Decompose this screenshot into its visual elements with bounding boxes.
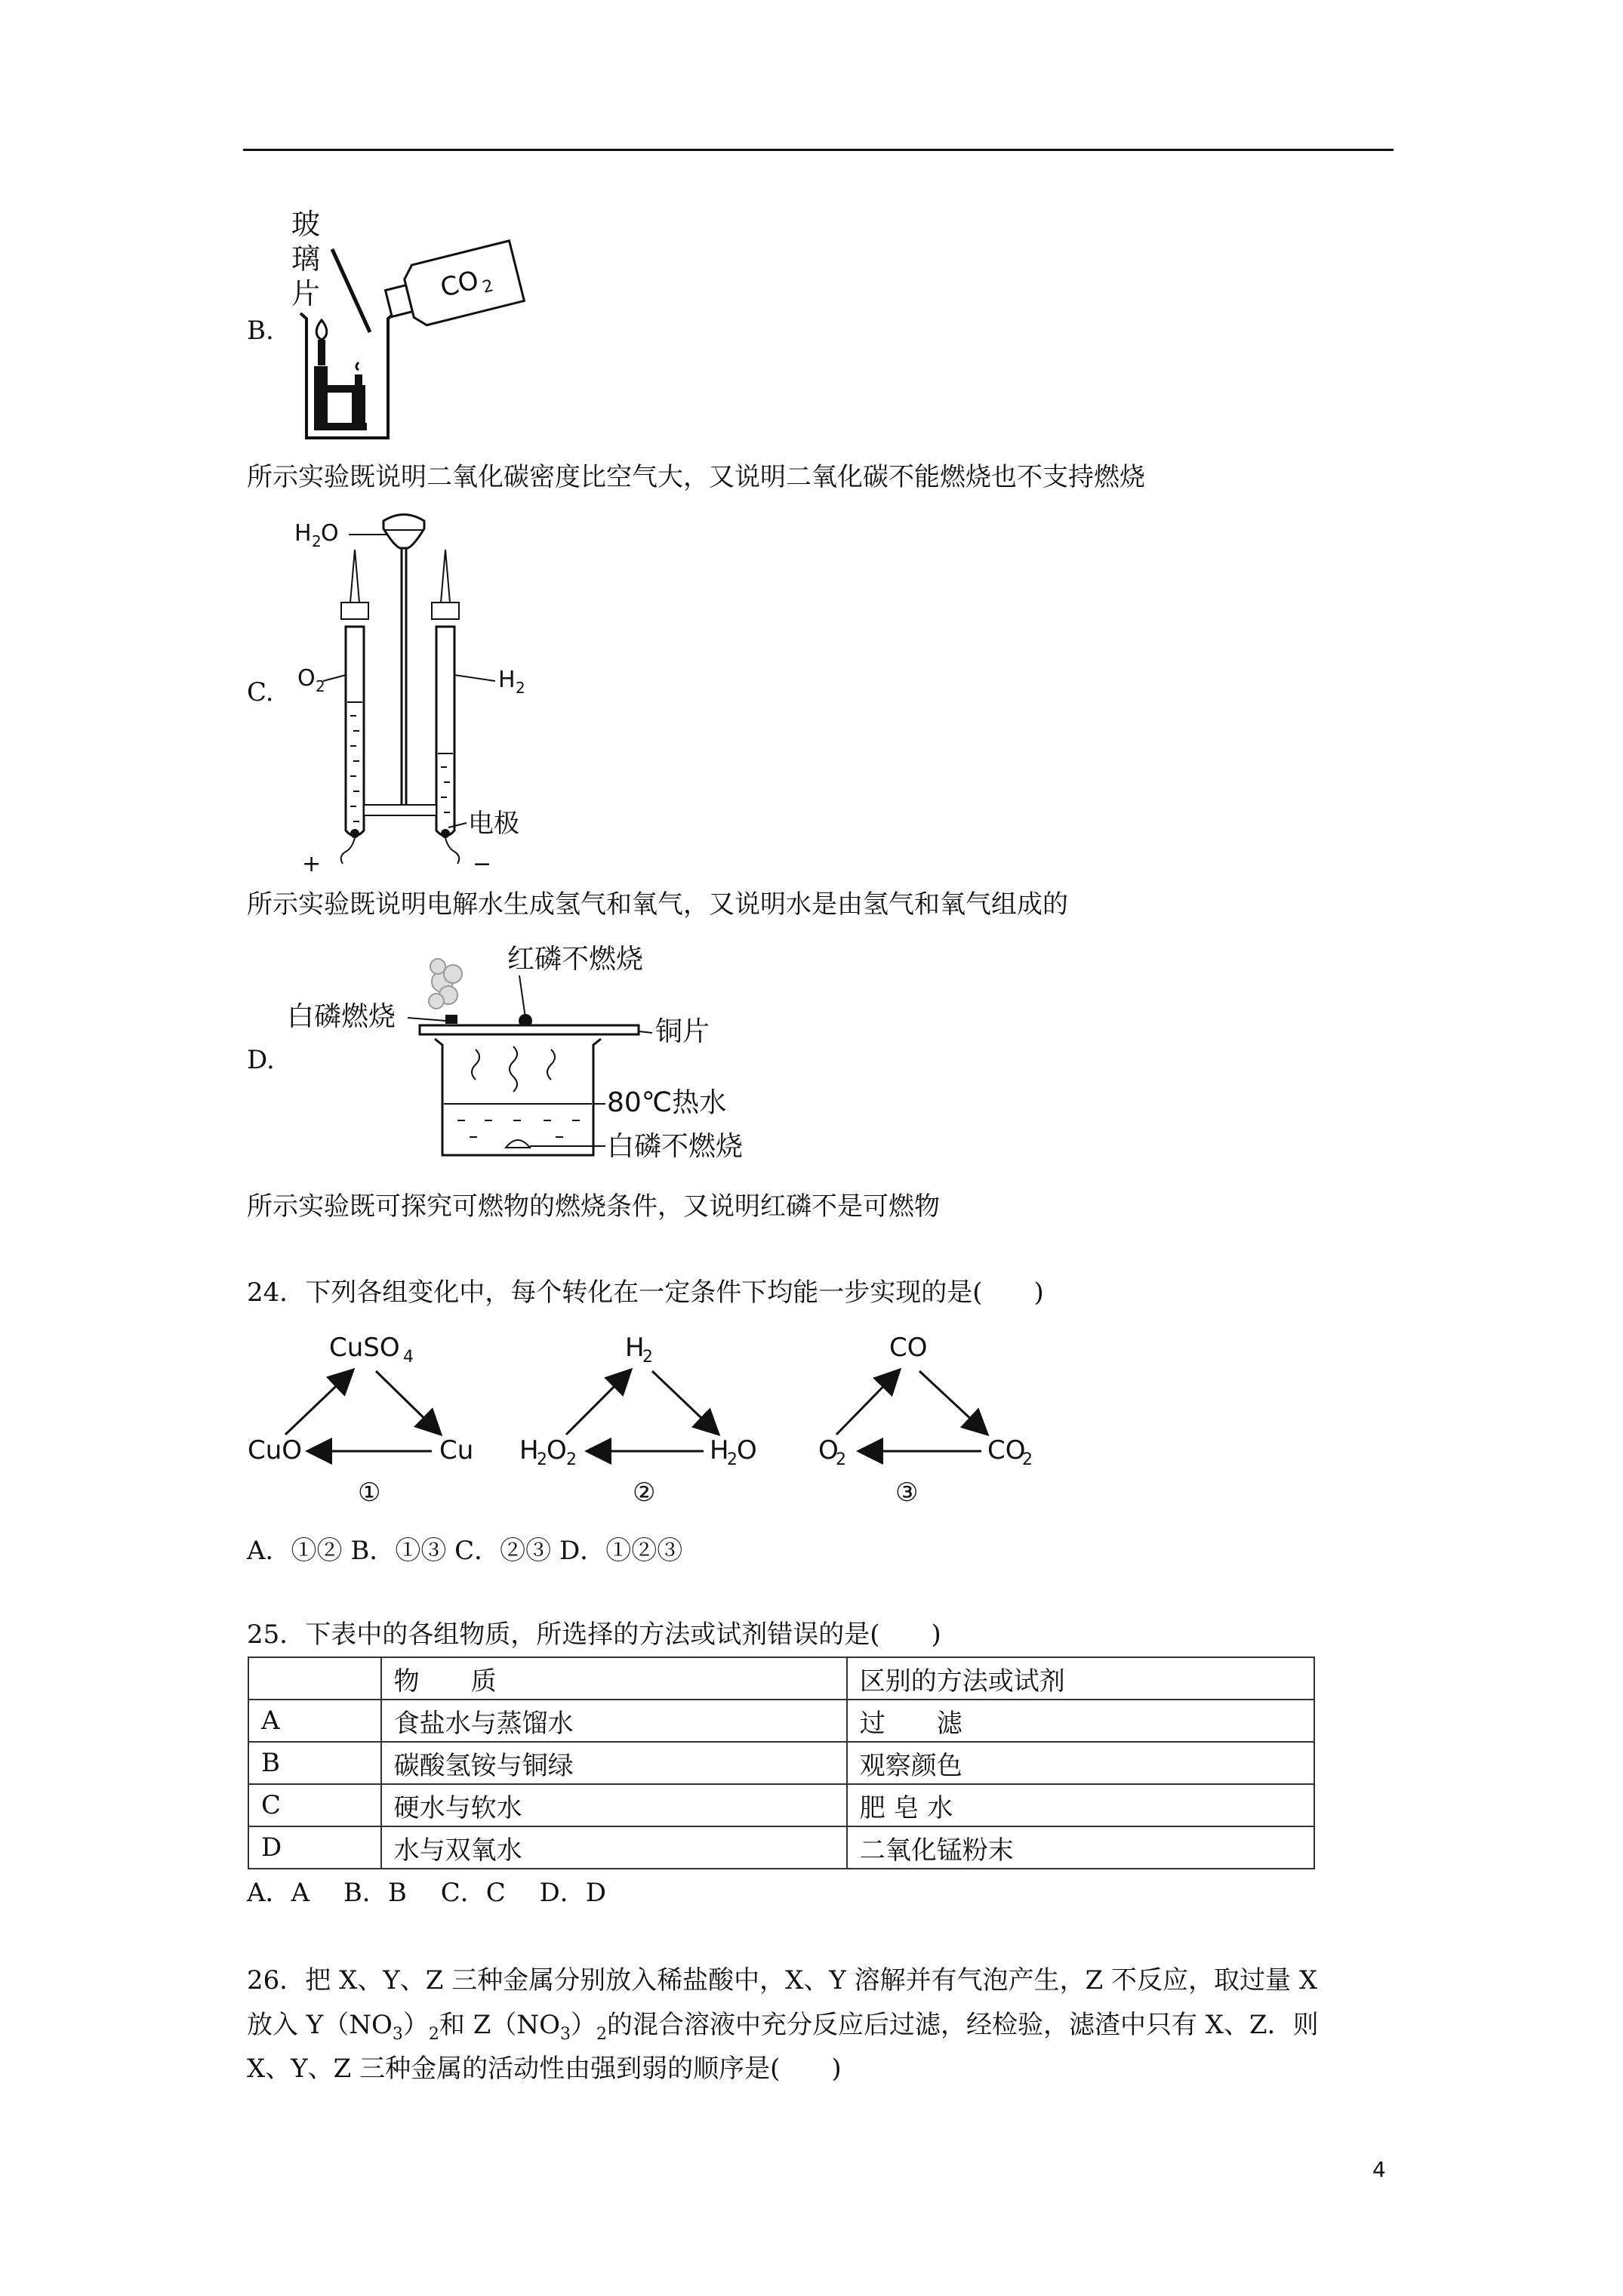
q24-d1-right: Cu bbox=[439, 1435, 474, 1465]
glass-label-1: 玻 bbox=[291, 208, 321, 241]
q24-diagram-3 bbox=[814, 1329, 1055, 1518]
table-header-cell: 区别的方法或试剂 bbox=[847, 1657, 1314, 1700]
option-c-statement: 所示实验既说明电解水生成氢气和氧气，又说明水是由氢气和氧气组成的 bbox=[247, 889, 1068, 920]
q24-d1-left: CuO bbox=[248, 1435, 303, 1465]
table-cell: 食盐水与蒸馏水 bbox=[381, 1700, 847, 1742]
h2-label: H bbox=[498, 667, 516, 693]
water-label-sub: 2 bbox=[312, 532, 322, 550]
option-b-letter: B. bbox=[247, 316, 274, 346]
q26-line-2-part: ） bbox=[402, 2010, 429, 2040]
q24-d3-right: CO bbox=[987, 1435, 1026, 1465]
q26-line-2-part: 的混合溶液中充分反应后过滤，经检验，滤渣中只有 X、Z．则 bbox=[606, 2010, 1319, 2040]
table-cell: B bbox=[248, 1742, 381, 1784]
h2-label-sub: 2 bbox=[516, 679, 525, 697]
subscript: 2 bbox=[428, 2024, 439, 2044]
table-cell: 水与双氧水 bbox=[381, 1826, 847, 1869]
table-cell: 观察颜色 bbox=[847, 1742, 1314, 1784]
q24-d2-left-tail-sub: 2 bbox=[566, 1450, 577, 1469]
subscript: 3 bbox=[559, 2024, 571, 2044]
table-header-cell: 物 质 bbox=[381, 1657, 847, 1700]
q24-d2-left-tail: O bbox=[547, 1435, 567, 1465]
q24-diagram-2 bbox=[519, 1329, 776, 1518]
q24-d3-left-sub: 2 bbox=[836, 1450, 846, 1469]
q24-d2-right-tail: O bbox=[737, 1435, 757, 1465]
table-cell: A bbox=[248, 1700, 381, 1742]
glass-label-2: 璃 bbox=[291, 242, 321, 276]
hot-water-label: 80℃热水 bbox=[607, 1087, 727, 1118]
page-number: 4 bbox=[1372, 2157, 1386, 2182]
q24-d2-top-sub: 2 bbox=[642, 1348, 653, 1367]
plus-label: + bbox=[302, 851, 322, 877]
option-b-statement: 所示实验既说明二氧化碳密度比空气大，又说明二氧化碳不能燃烧也不支持燃烧 bbox=[247, 462, 1145, 492]
q24-d2-right: H bbox=[710, 1435, 729, 1465]
table-header-row bbox=[248, 1657, 1314, 1700]
phosphorus-combustion-figure bbox=[287, 936, 755, 1170]
q24-d2-left: H bbox=[519, 1435, 539, 1465]
q25-table bbox=[248, 1657, 1315, 1869]
q24-d3-right-sub: 2 bbox=[1022, 1450, 1033, 1469]
water-label-tail: O bbox=[321, 520, 339, 547]
copper-label: 铜片 bbox=[655, 1016, 710, 1047]
table-cell: D bbox=[248, 1826, 381, 1869]
o2-label-sub: 2 bbox=[316, 677, 325, 695]
option-c-letter: C. bbox=[247, 677, 274, 707]
co2-label-sub: 2 bbox=[480, 276, 496, 297]
table-cell: 过 滤 bbox=[847, 1700, 1314, 1742]
q25-options: A．A B．B C．C D．D bbox=[247, 1878, 607, 1908]
white-p-no-label: 白磷不燃烧 bbox=[607, 1131, 744, 1162]
q24-d2-right-sub: 2 bbox=[727, 1450, 738, 1469]
q26-line-2-part: 和 Z（NO bbox=[439, 2010, 560, 2040]
header-rule bbox=[243, 149, 1394, 151]
table-cell: 硬水与软水 bbox=[381, 1784, 847, 1826]
glass-label-3: 片 bbox=[291, 277, 321, 310]
option-d-statement: 所示实验既可探究可燃物的燃烧条件，又说明红磷不是可燃物 bbox=[247, 1191, 940, 1222]
q24-d1-top: CuSO bbox=[329, 1333, 400, 1363]
q24-d1-top-sub: 4 bbox=[403, 1348, 414, 1367]
q24-d3-left: O bbox=[818, 1435, 839, 1465]
electrode-label: 电极 bbox=[468, 809, 519, 839]
co2-label: CO bbox=[437, 264, 482, 304]
co2-pouring-figure bbox=[287, 204, 544, 445]
q24-d3-top: CO bbox=[889, 1333, 928, 1363]
subscript: 3 bbox=[392, 2024, 403, 2044]
q24-stem: 24．下列各组变化中，每个转化在一定条件下均能一步实现的是( ) bbox=[247, 1277, 1044, 1308]
option-d-letter: D. bbox=[247, 1045, 275, 1075]
q26-line-2-part: 放入 Y（NO bbox=[247, 2010, 393, 2040]
water-label: H bbox=[294, 520, 312, 547]
q24-options: A．①② B．①③ C．②③ D．①②③ bbox=[247, 1536, 683, 1566]
q24-d3-num: ③ bbox=[895, 1478, 919, 1508]
white-p-burn-label: 白磷燃烧 bbox=[287, 1001, 396, 1032]
q24-d1-num: ① bbox=[358, 1478, 381, 1508]
table-row bbox=[248, 1826, 1314, 1869]
red-p-label: 红磷不燃烧 bbox=[507, 944, 644, 975]
q25-stem: 25．下表中的各组物质，所选择的方法或试剂错误的是( ) bbox=[247, 1620, 941, 1650]
table-row bbox=[248, 1784, 1314, 1826]
table-cell: 二氧化锰粉末 bbox=[847, 1826, 1314, 1869]
table-header-cell bbox=[248, 1657, 381, 1700]
q24-d2-num: ② bbox=[633, 1478, 656, 1508]
q26-line-2-part: ） bbox=[570, 2010, 596, 2040]
q26-line-2 bbox=[247, 2010, 1319, 2050]
table-cell: 碳酸氢铵与铜绿 bbox=[381, 1742, 847, 1784]
table-cell: C bbox=[248, 1784, 381, 1826]
o2-label: O bbox=[297, 665, 316, 692]
minus-label: − bbox=[473, 851, 492, 877]
table-row bbox=[248, 1700, 1314, 1742]
q26-line-1: 26．把 X、Y、Z 三种金属分别放入稀盐酸中，X、Y 溶解并有气泡产生，Z 不反应，取过量 X bbox=[247, 1965, 1318, 1996]
q26-line-3: X、Y、Z 三种金属的活动性由强到弱的顺序是( ) bbox=[247, 2054, 842, 2084]
electrolysis-figure bbox=[287, 504, 544, 882]
table-row bbox=[248, 1742, 1314, 1784]
q24-diagram-1 bbox=[246, 1329, 495, 1518]
subscript: 2 bbox=[596, 2024, 607, 2044]
q24-d2-left-sub: 2 bbox=[537, 1450, 547, 1469]
q24-d2-top: H bbox=[625, 1333, 645, 1363]
table-cell: 肥 皂 水 bbox=[847, 1784, 1314, 1826]
